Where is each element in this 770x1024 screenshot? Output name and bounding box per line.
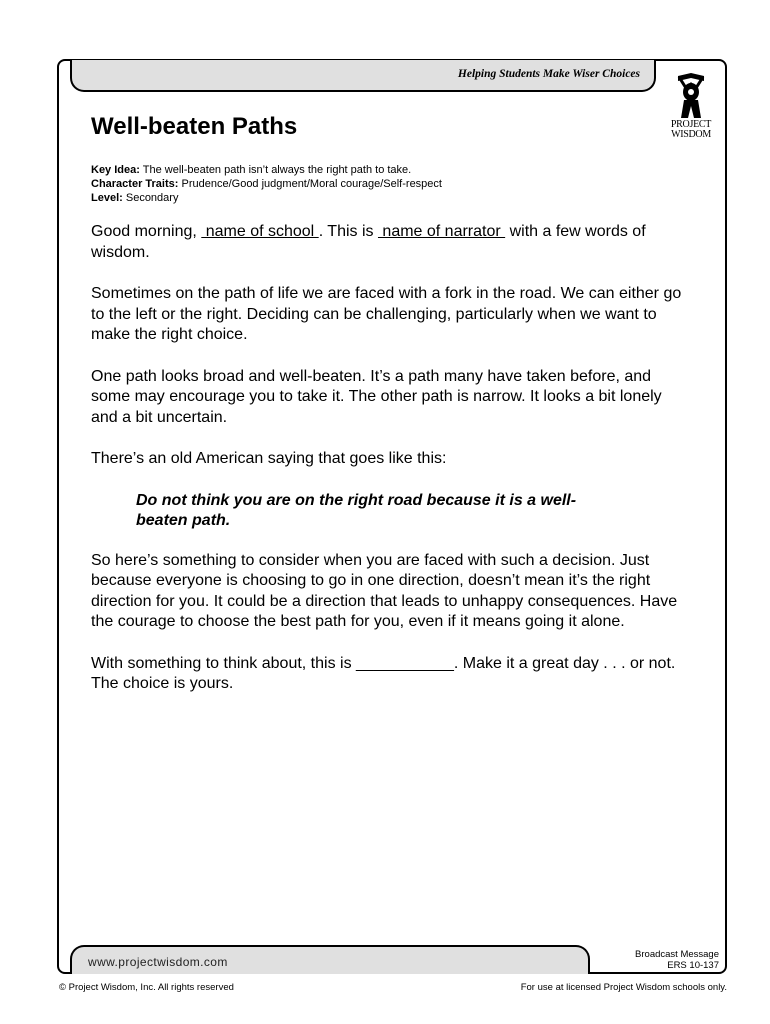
traits-label: Character Traits: <box>91 178 179 190</box>
logo-text-project: PROJECT <box>670 119 712 130</box>
broadcast-info <box>635 949 719 971</box>
level-row <box>91 191 442 205</box>
website-url: www.projectwisdom.com <box>88 955 228 969</box>
project-wisdom-logo <box>664 68 718 148</box>
level-text: Secondary <box>125 192 179 204</box>
copyright-notice: © Project Wisdom, Inc. All rights reserved <box>59 982 234 993</box>
paragraph-consider: So here’s something to consider when you are faced with such a decision. Just because everyone is choosing to go in one direction, doesn’t mean it’s the right direction for you. It could be a direction that leads to unhappy consequences. Have the courage to choose the best path for you, even if it means going it alone. <box>91 551 678 630</box>
quote: Do not think you are on the right road because it is a well-beaten path. <box>136 491 577 529</box>
lesson-meta <box>91 163 442 205</box>
traits-text: Prudence/Good judgment/Moral courage/Self-respect <box>181 178 442 190</box>
figure-holding-book-icon <box>674 68 708 120</box>
footer-band <box>70 945 590 974</box>
key-idea-row <box>91 163 442 177</box>
paragraph-paths: One path looks broad and well-beaten. It’s a path many have taken before, and some may encourage you to take it. The other path is narrow. It looks a bit lonely and a bit uncertain. <box>91 367 662 426</box>
narrator-name-blank: name of narrator <box>377 223 506 240</box>
greeting-text: Good morning, <box>91 223 202 240</box>
greeting-text-2: . This is <box>318 223 378 240</box>
greeting-paragraph <box>91 222 691 263</box>
paragraph-saying-intro: There’s an old American saying that goes like this: <box>91 450 447 467</box>
license-notice: For use at licensed Project Wisdom schools only. <box>520 982 727 993</box>
greeting-text-3: with a few words of wisdom. <box>91 223 646 261</box>
traits-row <box>91 177 442 191</box>
message-body <box>91 222 691 716</box>
logo-text-wisdom: WISDOM <box>671 129 711 140</box>
key-idea-text: The well-beaten path isn’t always the right path to take. <box>142 164 412 176</box>
key-idea-label: Key Idea: <box>91 164 140 176</box>
header-tagline: Helping Students Make Wiser Choices <box>457 68 640 80</box>
level-label: Level: <box>91 192 123 204</box>
paragraph-fork: Sometimes on the path of life we are faced with a fork in the road. We can either go to the left or the right. Deciding can be challenging, particularly when we want to make the right choice. <box>91 285 682 343</box>
school-name-blank: name of school <box>201 223 319 240</box>
broadcast-code: ERS 10-137 <box>667 960 719 971</box>
page-title: Well-beaten Paths <box>91 113 298 140</box>
broadcast-label: Broadcast Message <box>635 949 719 960</box>
paragraph-closing: With something to think about, this is ___________. Make it a great day . . . or not. The choice is yours. <box>91 654 676 692</box>
header-band <box>70 60 656 92</box>
